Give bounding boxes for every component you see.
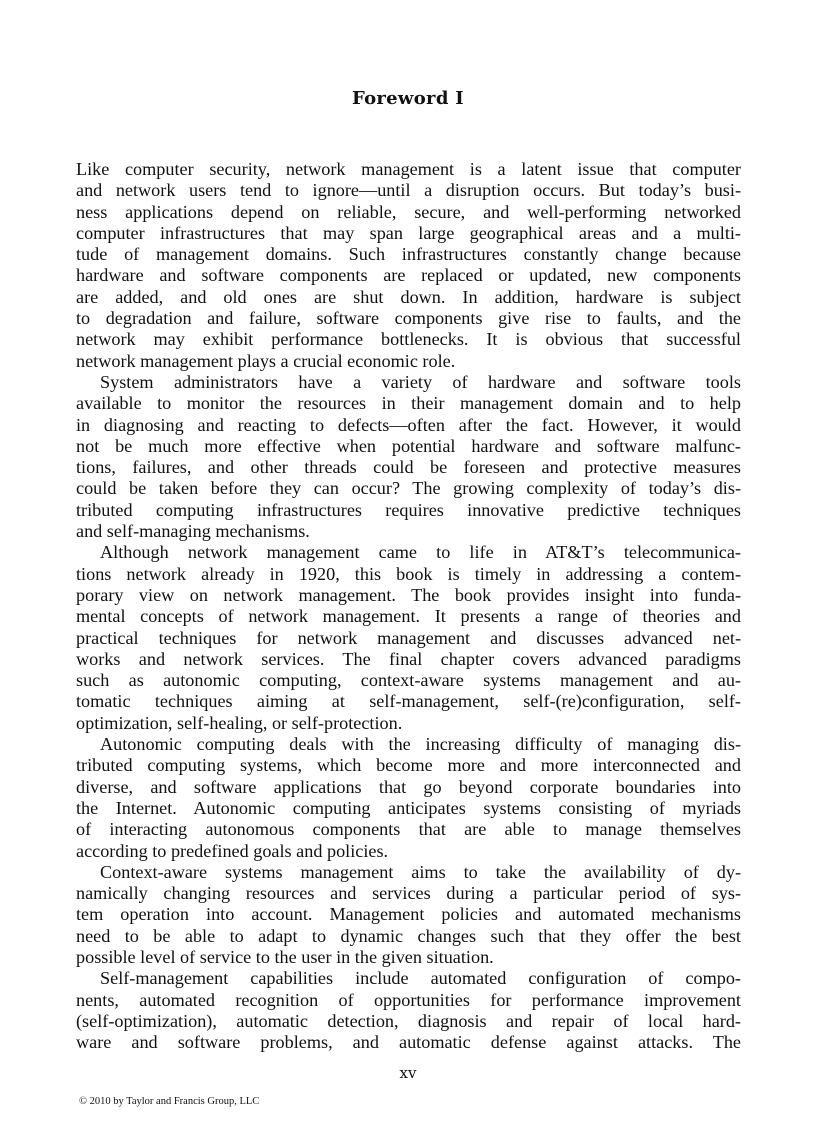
text-line: optimization, self-healing, or self-protection. (76, 712, 403, 733)
text-line: Like computer security, network management is a latent issue that computer (76, 159, 741, 179)
page-title: Foreword I (352, 88, 464, 109)
text-line: tem operation into account. Management policies and automated mechanisms (76, 904, 741, 925)
text-line: according to predefined goals and policies. (76, 840, 389, 861)
text-line: tude of management domains. Such infrastructures constantly change because (76, 244, 741, 265)
text-line: mental concepts of network management. It presents a range of theories and (76, 606, 741, 627)
text-line: such as autonomic computing, context-aware systems management and au- (76, 670, 741, 691)
text-line: Self-management capabilities include automated configuration of compo- (100, 968, 741, 989)
text-line: porary view on network management. The book provides insight into funda- (76, 584, 741, 605)
text-line: tributed computing infrastructures requires innovative predictive techniques (76, 499, 741, 520)
text-line: to degradation and failure, software components give rise to faults, and the (76, 308, 741, 329)
text-line: in diagnosing and reacting to defects—often after the fact. However, it would (76, 414, 741, 435)
paragraph (76, 862, 741, 968)
text-line: not be much more effective when potential hardware and software malfunc- (76, 435, 741, 456)
page-number: xv (399, 1064, 417, 1082)
text-line: Context-aware systems management aims to take the availability of dy- (100, 861, 741, 882)
text-line: namically changing resources and services during a particular period of sys- (76, 883, 741, 904)
text-line: network management plays a crucial economic role. (76, 350, 456, 371)
text-line: need to be able to adapt to dynamic changes such that they offer the best (76, 925, 741, 946)
text-line: and self-managing mechanisms. (76, 521, 310, 542)
text-line: hardware and software components are replaced or updated, new components (76, 265, 741, 286)
paragraph (76, 159, 741, 372)
text-line: tributed computing systems, which become more and more interconnected and (76, 755, 741, 776)
text-line: network may exhibit performance bottlenecks. It is obvious that successful (76, 329, 741, 350)
text-line: computer infrastructures that may span large geographical areas and a multi- (76, 222, 741, 243)
paragraph (76, 734, 741, 862)
foreword-body (76, 159, 741, 1053)
text-line: Although network management came to life in AT&T’s telecommunica- (100, 542, 741, 563)
text-line: ness applications depend on reliable, secure, and well-performing networked (76, 201, 741, 222)
text-line: could be taken before they can occur? The growing complexity of today’s dis- (76, 478, 741, 499)
text-line: tomatic techniques aiming at self-management, self-(re)configuration, self- (76, 691, 741, 712)
text-line: possible level of service to the user in the given situation. (76, 946, 494, 967)
text-line: ware and software problems, and automatic defense against attacks. The (76, 1032, 741, 1053)
paragraph (76, 968, 741, 1053)
text-line: are added, and old ones are shut down. In addition, hardware is subject (76, 286, 741, 307)
text-line: System administrators have a variety of hardware and software tools (100, 371, 741, 392)
text-line: tions, failures, and other threads could be foreseen and protective measures (76, 457, 741, 478)
text-line: the Internet. Autonomic computing anticipates systems consisting of myriads (76, 797, 741, 818)
paragraph (76, 372, 741, 542)
text-line: of interacting autonomous components that are able to manage themselves (76, 819, 741, 840)
text-line: available to monitor the resources in their management domain and to help (76, 393, 741, 414)
text-line: and network users tend to ignore—until a disruption occurs. But today’s busi- (76, 180, 741, 201)
text-line: works and network services. The final chapter covers advanced paradigms (76, 648, 741, 669)
copyright-notice: © 2010 by Taylor and Francis Group, LLC (79, 1096, 260, 1107)
text-line: tions network already in 1920, this book is timely in addressing a contem- (76, 563, 741, 584)
text-line: nents, automated recognition of opportunities for performance improvement (76, 989, 741, 1010)
text-line: Autonomic computing deals with the increasing difficulty of managing dis- (100, 734, 741, 755)
text-line: practical techniques for network management and discusses advanced net- (76, 627, 741, 648)
paragraph (76, 542, 741, 734)
text-line: diverse, and software applications that go beyond corporate boundaries into (76, 776, 741, 797)
text-line: (self-optimization), automatic detection, diagnosis and repair of local hard- (76, 1010, 741, 1031)
